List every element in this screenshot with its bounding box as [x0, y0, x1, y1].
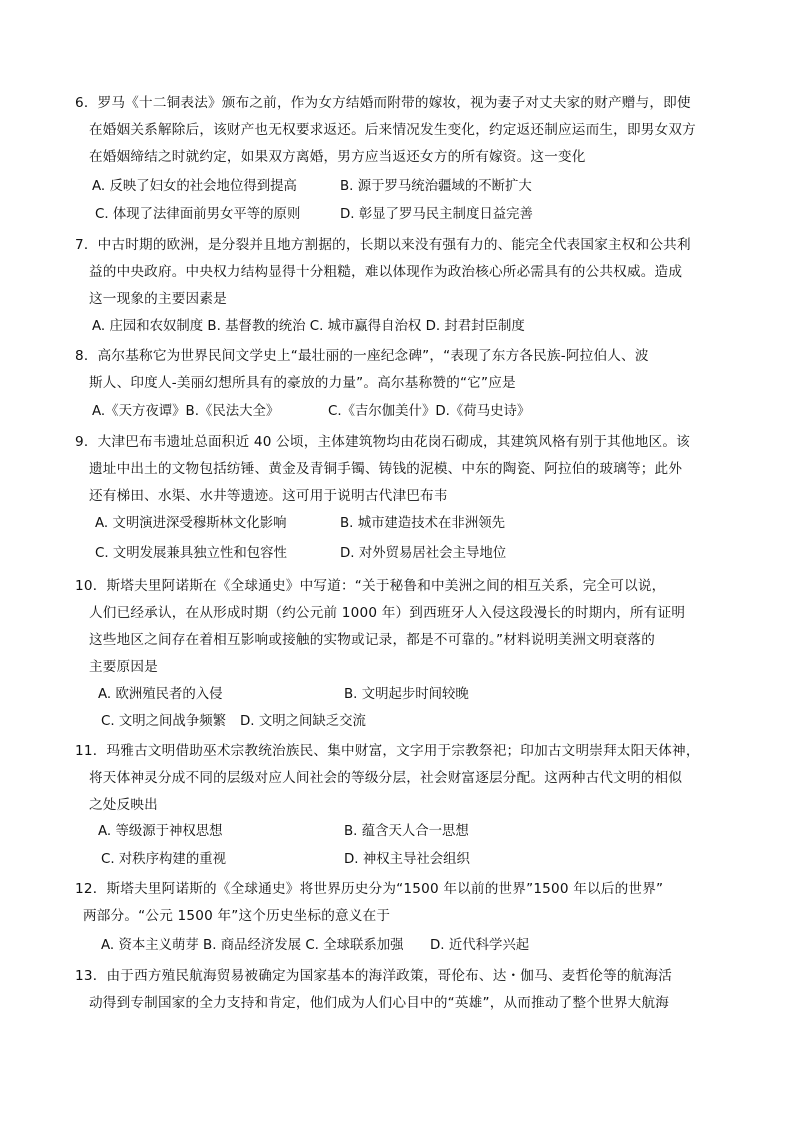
question-11-option-a: A. 等级源于神权思想 — [98, 824, 223, 839]
question-11-option-b: B. 蕴含天人合一思想 — [344, 824, 469, 839]
question-7-options: A. 庄园和农奴制度 B. 基督教的统治 C. 城市赢得自治权 D. 封君封臣制度 — [92, 319, 525, 334]
question-13-line-2: 动得到专制国家的全力支持和肯定，他们成为人们心目中的“英雄”，从而推动了整个世界大航海 — [89, 995, 670, 1011]
question-6-option-a: A. 反映了妇女的社会地位得到提高 — [92, 179, 297, 194]
question-7-line-1: 7．中古时期的欧洲，是分裂并且地方割据的，长期以来没有强有力的、能完全代表国家主权和公共利 — [75, 237, 691, 253]
question-6-line-3: 在婚姻缔结之时就约定，如果双方离婚，男方应当返还女方的所有嫁资。这一变化 — [89, 149, 586, 165]
question-9-option-a: A. 文明演进深受穆斯林文化影响 — [95, 516, 287, 531]
question-7-line-3: 这一现象的主要因素是 — [89, 291, 227, 307]
question-8-line-2: 斯人、印度人-美丽幻想所具有的豪放的力量”。高尔基称赞的“它”应是 — [89, 375, 516, 391]
question-10-option-c: C. 文明之间战争频繁 — [101, 714, 226, 729]
question-9-line-2: 遗址中出土的文物包括纺锤、黄金及青铜手镯、铸钱的泥模、中东的陶瓷、阿拉伯的玻璃等；此外 — [89, 461, 683, 477]
question-6-option-c: C. 体现了法律面前男女平等的原则 — [95, 207, 301, 222]
question-9-option-d: D. 对外贸易居社会主导地位 — [340, 546, 507, 561]
question-10-option-a: A. 欧洲殖民者的入侵 — [98, 687, 223, 702]
question-7-line-2: 益的中央政府。中央权力结构显得十分粗糙，难以体现作为政治核心所必需具有的公共权威。造成 — [89, 264, 683, 280]
question-9-line-3: 还有梯田、水渠、水井等遗迹。这可用于说明古代津巴布韦 — [89, 488, 448, 504]
question-11-line-2: 将天体神灵分成不同的层级对应人间社会的等级分层，社会财富逐层分配。这两种古代文明的相似 — [89, 770, 683, 786]
question-10-line-4: 主要原因是 — [89, 659, 158, 675]
question-11-line-1: 11．玛雅古文明借助巫术宗教统治族民、集中财富，文字用于宗教祭祀；印加古文明崇拜太阳天体神， — [75, 743, 700, 759]
question-9-option-c: C. 文明发展兼具独立性和包容性 — [95, 546, 287, 561]
question-10-line-3: 这些地区之间存在着相互影响或接触的实物或记录，都是不可靠的。”材料说明美洲文明衰落的 — [89, 632, 655, 648]
question-6-line-2: 在婚姻关系解除后，该财产也无权要求返还。后来情况发生变化，约定返还制应运而生，即男女双方 — [89, 122, 696, 138]
question-12-line-1: 12．斯塔夫里阿诺斯的《全球通史》将世界历史分为“1500 年以前的世界”1500 年以后的世界” — [75, 881, 664, 897]
question-9-line-1: 9．大津巴布韦遗址总面积近 40 公顷，主体建筑物均由花岗石砌成，其建筑风格有别于其他地区。该 — [75, 434, 690, 450]
question-12-line-2: 两部分。“公元 1500 年”这个历史坐标的意义在于 — [83, 908, 391, 924]
question-10-option-d: D. 文明之间缺乏交流 — [240, 714, 366, 729]
question-8-line-1: 8．高尔基称它为世界民间文学史上“最壮丽的一座纪念碑”，“表现了东方各民族-阿拉伯人、波 — [75, 348, 649, 364]
question-6-line-1: 6．罗马《十二铜表法》颁布之前，作为女方结婚而附带的嫁妆，视为妻子对丈夫家的财产赠与，即使 — [75, 95, 691, 111]
question-10-line-2: 人们已经承认，在从形成时期（约公元前 1000 年）到西班牙人入侵这段漫长的时期内，所有证明 — [89, 605, 686, 621]
question-11-line-3: 之处反映出 — [89, 797, 158, 813]
question-8-options-cd: C.《吉尔伽美什》D.《荷马史诗》 — [328, 404, 531, 419]
question-6-option-d: D. 彰显了罗马民主制度日益完善 — [340, 207, 533, 222]
question-12-option-d: D. 近代科学兴起 — [430, 938, 530, 953]
question-9-option-b: B. 城市建造技术在非洲领先 — [340, 516, 505, 531]
question-8-options-ab: A.《天方夜谭》B.《民法大全》 — [92, 404, 280, 419]
question-11-option-d: D. 神权主导社会组织 — [344, 852, 470, 867]
question-6-option-b: B. 源于罗马统治疆域的不断扩大 — [340, 179, 532, 194]
question-10-line-1: 10．斯塔夫里阿诺斯在《全球通史》中写道：“关于秘鲁和中美洲之间的相互关系，完全可以说， — [75, 578, 666, 594]
question-12-options-abc: A. 资本主义萌芽 B. 商品经济发展 C. 全球联系加强 — [101, 938, 404, 953]
question-13-line-1: 13．由于西方殖民航海贸易被确定为国家基本的海洋政策，哥伦布、达・伽马、麦哲伦等的航海活 — [75, 968, 673, 984]
question-11-option-c: C. 对秩序构建的重视 — [101, 852, 226, 867]
question-10-option-b: B. 文明起步时间较晚 — [344, 687, 469, 702]
